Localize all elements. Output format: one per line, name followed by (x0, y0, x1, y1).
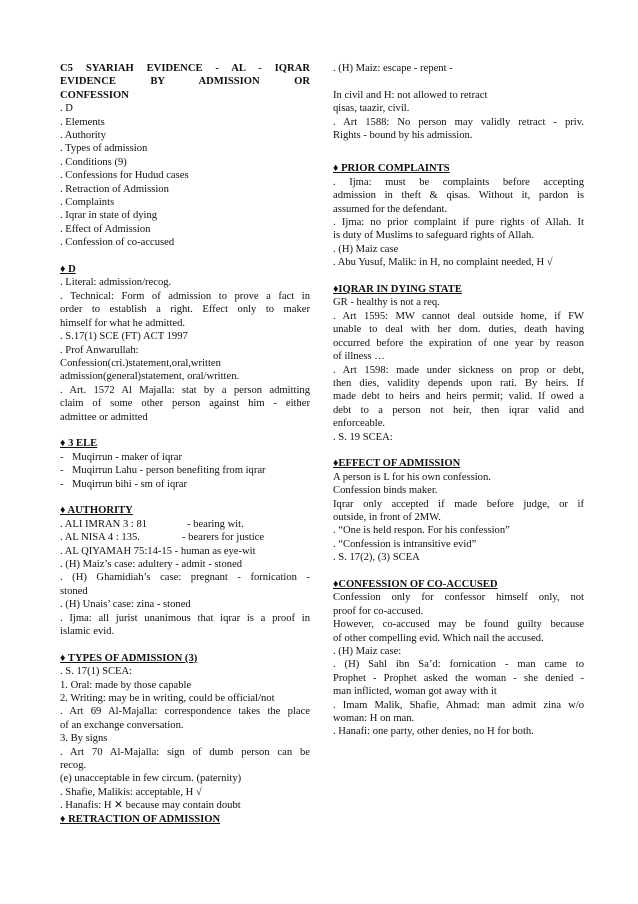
text-line: stoned (60, 585, 88, 597)
text-line: . Art 1588: No person may validly retract - priv. (333, 116, 584, 128)
text-line: outside, in front of 2MW. (333, 511, 441, 523)
list-item (60, 478, 310, 491)
diamond-bullet-icon: ♦ (60, 264, 69, 276)
text-line: claim of some other person against him - either (60, 398, 310, 410)
text-line: then dies, validity depends upon rati. By heirs. If (333, 377, 584, 389)
text-line: . D (60, 103, 73, 115)
text-line: . (H) Ghamidiah’s case: pregnant - fornication - (60, 572, 310, 584)
text-line: himself for what he admitted. (60, 317, 186, 329)
diamond-bullet-icon: ♦ (60, 438, 69, 450)
text-line: enforceable. (333, 418, 386, 430)
text-line: made debt to heirs and heirs permit; valid. If owed a (333, 391, 584, 403)
authority-verses (60, 518, 310, 545)
text-line: . Art. 1572 Al Majalla: stat by a person admitting (60, 384, 310, 396)
elements-list (60, 451, 310, 491)
outline-list (60, 102, 310, 249)
verse-line (60, 531, 310, 544)
prior-complaints-body (333, 176, 584, 270)
text-line: . S. 17(2), (3) SCEA (333, 552, 420, 564)
text-line: recog. (60, 760, 87, 772)
text-line: . Complaints (60, 197, 115, 209)
verse-reference: . ALI IMRAN 3 : 81 (60, 518, 148, 530)
text-line: . Conditions (9) (60, 156, 127, 168)
text-line: . (H) Maiz case (333, 243, 399, 255)
text-line: . Authority (60, 130, 106, 142)
text-line: debt to a person not heir, then iqrar valid and (333, 404, 584, 416)
text-line: admittee or admitted (60, 411, 148, 423)
text-line: occurred before the expiration of one year by reason (333, 337, 584, 349)
text-line: . “One is held respon. For his confession” (333, 525, 510, 537)
types-section-body (60, 665, 310, 812)
left-column (60, 62, 310, 826)
text-line: islamic evid. (60, 626, 115, 638)
document-title (60, 62, 310, 102)
section-heading-dying-state: ♦IQRAR IN DYING STATE (333, 284, 462, 296)
text-line: is duty of Muslims to safeguard rights of Allah. (333, 230, 534, 242)
dash-bullet-icon: - (60, 465, 64, 477)
text-line: of an exchange conversation. (60, 719, 184, 731)
text-line: Iqrar only accepted if made before judge, or if (333, 498, 584, 510)
text-line: A person is L for his own confession. (333, 471, 491, 483)
text-line: . Ijma: must be complaints before accepting (333, 176, 584, 188)
effect-body (333, 471, 584, 565)
diamond-bullet-icon: ♦ (333, 578, 339, 590)
text-line: . (H) Maiz’s case: adultery - admit - stoned (60, 558, 243, 570)
text-line: 3. By signs (60, 733, 108, 745)
text-line: . S.17(1) SCE (FT) ACT 1997 (60, 331, 188, 343)
text-line: proof for co-accused. (333, 605, 424, 617)
verse-line (60, 518, 310, 531)
diamond-bullet-icon: ♦ (60, 505, 68, 517)
text-line: However, co-accused may be found guilty because (333, 619, 584, 631)
text-line: GR - healthy is not a req. (333, 297, 440, 309)
dash-bullet-icon: - (60, 451, 64, 463)
text-line: . Ijma: all jurist unanimous that iqrar is a proof in (60, 612, 310, 624)
text-line: . Hanafi: one party, other denies, no H for both. (333, 726, 534, 738)
text-line: . Prof Anwarullah: (60, 344, 139, 356)
right-column (333, 62, 584, 739)
text-line: woman: H on man. (333, 713, 415, 725)
text-line: . AL QIYAMAH 75:14-15 - human as eye-wit (60, 545, 256, 557)
verse-reference: . AL NISA 4 : 135. (60, 532, 140, 544)
text-line: 2. Writing: may be in writing, could be official/not (60, 693, 275, 705)
dash-bullet-icon: - (60, 478, 64, 490)
text-line: . Shafie, Malikis: acceptable, H √ (60, 786, 202, 798)
text-line: . Abu Yusuf, Malik: in H, no complaint needed, H √ (333, 257, 553, 269)
text-line: . Retraction of Admission (60, 183, 169, 195)
co-accused-body (333, 591, 584, 738)
title-line: C5 SYARIAH EVIDENCE - AL - IQRAR (60, 63, 310, 74)
section-heading-retraction: ♦ RETRACTION OF ADMISSION (60, 813, 221, 825)
text-line: . Technical: Form of admission to prove a fact in (60, 290, 310, 302)
text-line: . Confessions for Hudud cases (60, 170, 189, 182)
d-section-body (60, 276, 310, 423)
text-line: of illness … (333, 351, 385, 363)
diamond-bullet-icon: ♦ (333, 284, 339, 296)
text-line: qisas, taazir, civil. (333, 103, 410, 115)
text-line: admission in theft & qisas. Without it, pardon is (333, 190, 584, 202)
text-line: (e) unacceptable in few circum. (paternity) (60, 773, 242, 785)
text-line: . Effect of Admission (60, 223, 151, 235)
verse-note: - bearing wit. (187, 518, 244, 530)
diamond-bullet-icon: ♦ (60, 813, 69, 825)
text-line: admission(general)statement, oral/written. (60, 371, 240, 383)
text-line: . Hanafis: H ✕ because may contain doubt (60, 800, 241, 812)
diamond-bullet-icon: ♦ (333, 458, 339, 470)
section-heading-co-accused: ♦CONFESSION OF CO-ACCUSED (333, 578, 498, 590)
list-item-label: Muqirrun Lahu - person benefiting from iqrar (72, 465, 266, 477)
text-line: In civil and H: not allowed to retract (333, 89, 488, 101)
text-line: . “Confession is intransitive evid” (333, 538, 477, 550)
list-item-label: Muqirrun bihi - sm of iqrar (72, 478, 188, 490)
verse-note: - bearers for justice (182, 532, 265, 544)
text-line: . Art 1598: made under sickness on prop or debt, (333, 364, 584, 376)
list-item-label: Muqirrun - maker of iqrar (72, 451, 183, 463)
retraction-continued-body (333, 62, 584, 142)
diamond-bullet-icon: ♦ (60, 652, 68, 664)
title-line: CONFESSION (60, 89, 129, 101)
text-line: assumed for the defendant. (333, 203, 448, 215)
section-heading-prior-complaints: ♦ PRIOR COMPLAINTS (333, 163, 450, 175)
text-line: . Art 69 Al-Majalla: correspondence takes the place (60, 706, 310, 718)
text-line: . S. 17(1) SCEA: (60, 666, 133, 678)
text-line: . Confession of co-accused (60, 237, 175, 249)
text-line: . S. 19 SCEA: (333, 431, 393, 443)
text-line: . Literal: admission/recog. (60, 277, 172, 289)
list-item (60, 464, 310, 477)
text-line: . Elements (60, 116, 105, 128)
section-heading-d: ♦ D (60, 264, 76, 276)
list-item (60, 451, 310, 464)
section-heading-elements: ♦ 3 ELE (60, 438, 98, 450)
diamond-bullet-icon: ♦ (333, 163, 342, 175)
text-line: . (H) Sahl ibn Sa’d: fornication - man came to (333, 659, 584, 671)
text-line: Confession only for confessor himself only, not (333, 592, 584, 604)
text-line: . Art 70 Al-Majalla: sign of dumb person can be (60, 746, 310, 758)
dying-state-body (333, 296, 584, 443)
section-heading-types: ♦ TYPES OF ADMISSION (3) (60, 652, 198, 664)
text-line: . Imam Malik, Shafie, Ahmad: man admit zina w/o (333, 699, 584, 711)
title-line: EVIDENCE BY ADMISSION OR (60, 76, 310, 88)
text-line: man inflicted, woman got away with it (333, 686, 497, 698)
text-line: . (H) Unais’ case: zina - stoned (60, 599, 191, 611)
text-line: Confession(cri.)statement,oral,written (60, 357, 221, 369)
text-line: . Art 1595: MW cannot deal outside home, if FW (333, 310, 584, 322)
text-line: of other compelling evid. Which nail the accused. (333, 632, 544, 644)
text-line: Prophet - Prophet asked the woman - she denied - (333, 672, 584, 684)
authority-section-body (60, 545, 310, 639)
text-line: . (H) Maiz: escape - repent - (333, 63, 453, 74)
text-line: order to establish a right. Effect only to maker (60, 304, 310, 316)
text-line: unable to deal with her dom. duties, death having (333, 324, 584, 336)
text-line: . Types of admission (60, 143, 148, 155)
text-line: . Ijma: no prior complaint if pure rights of Allah. It (333, 217, 584, 229)
section-heading-authority: ♦ AUTHORITY (60, 505, 133, 517)
text-line: Rights - bound by his admission. (333, 130, 473, 142)
text-line: . Iqrar in state of dying (60, 210, 158, 222)
text-line: Confession binds maker. (333, 485, 438, 497)
text-line: 1. Oral: made by those capable (60, 679, 192, 691)
text-line: . (H) Maiz case: (333, 646, 402, 657)
section-heading-effect: ♦EFFECT OF ADMISSION (333, 458, 461, 470)
